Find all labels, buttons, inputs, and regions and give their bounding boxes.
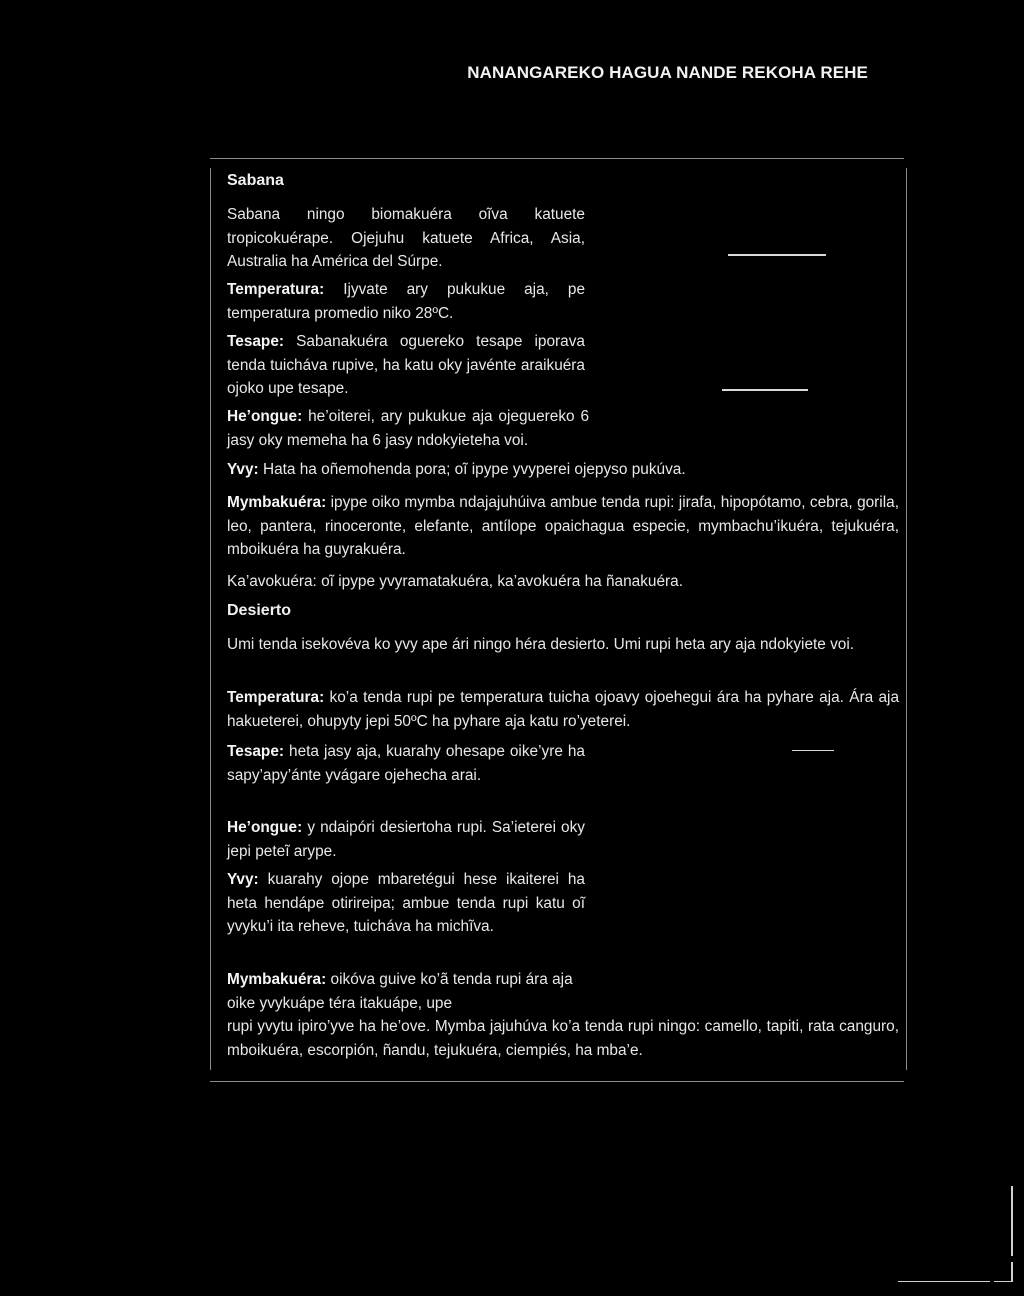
desierto-tesape-text: heta jasy aja, kuarahy ohesape oike’yre ha sapy’apy’ánte yvágare ojehecha arai.	[227, 743, 585, 784]
desierto-tesape	[227, 740, 585, 787]
desierto-temperatura-text: ko’a tenda rupi pe temperatura tuicha ojoavy ojoehegui ára ha pyhare aja. Ára aja hakueterei, ohupyty jepi 50ºC ha pyhare aja katu ro’yeterei.	[227, 689, 900, 730]
desierto-temperatura-label: Temperatura:	[227, 689, 325, 706]
sabana-tesape	[227, 330, 585, 401]
sabana-mymbakuera-text: ipype oiko mymba ndajajuhúiva ambue tenda rupi: jirafa, hipopótamo, cebra, gorila, leo, pantera, rinoceronte, elefante, antílope opaichagua especie, mymbachu’ikuéra, tejukuéra, mboikuéra ha guyrakuéra.	[227, 494, 899, 558]
sabana-heongue	[227, 405, 589, 452]
sabana-yvy-text: Hata ha oñemohenda pora; oĩ ipype yvyperei ojepyso pukúva.	[262, 461, 686, 478]
crop-mark-vertical-1	[1011, 1186, 1013, 1256]
sabana-temperatura-label: Temperatura:	[227, 281, 325, 298]
sabana-yvy-label: Yvy:	[227, 461, 259, 478]
desierto-intro: Umi tenda isekovéva ko yvy ape ári ningo héra desierto. Umi rupi heta ary aja ndokyiete voi.	[227, 636, 855, 653]
desierto-tesape-label: Tesape:	[227, 743, 285, 760]
sabana-yvy	[227, 458, 899, 482]
desierto-heongue-text: y ndaipóri desiertoha rupi. Sa’ieterei oky jepi peteĩ arype.	[227, 819, 585, 860]
figure-mark-1	[728, 254, 826, 256]
box-left-border	[210, 168, 211, 1070]
section-title-sabana: Sabana	[227, 172, 284, 189]
sabana-tesape-text: Sabanakuéra oguereko tesape iporava tenda tuicháva rupive, ha katu oky javénte araikuéra ojoko upe tesape.	[227, 333, 585, 397]
crop-mark-horizontal-1	[898, 1281, 990, 1282]
desierto-mymbakuera-text-a: oikóva guive ko’ã tenda rupi ára aja oike yvykuápe téra itakuápe, upe	[227, 971, 573, 1012]
sabana-mymbakuera	[227, 491, 899, 562]
figure-mark-2	[722, 389, 808, 391]
desierto-temperatura	[227, 686, 899, 733]
sabana-intro: Sabana ningo biomakuéra oĩva katuete tropicokuérape. Ojejuhu katuete Africa, Asia, Australia ha América del Súrpe.	[227, 206, 585, 270]
box-right-border	[906, 168, 907, 1070]
sabana-temperatura	[227, 278, 585, 325]
desierto-mymbakuera-label: Mymbakuéra:	[227, 971, 327, 988]
section-title-desierto: Desierto	[227, 602, 292, 619]
crop-mark-horizontal-2	[994, 1281, 1013, 1282]
desierto-heongue-label: He’ongue:	[227, 819, 303, 836]
desierto-yvy-label: Yvy:	[227, 871, 259, 888]
crop-mark-vertical-2	[1011, 1262, 1013, 1282]
sabana-kaavokuera: Ka’avokuéra: oĩ ipype yvyramatakuéra, ka’avokuéra ha ñanakuéra.	[227, 573, 684, 590]
sabana-temperatura-text: Ijyvate ary pukukue aja, pe temperatura promedio niko 28ºC.	[227, 281, 585, 322]
desierto-mymbakuera-a	[227, 968, 585, 1015]
running-header: NANANGAREKO HAGUA NANDE REKOHA REHE	[467, 63, 868, 82]
sabana-mymbakuera-label: Mymbakuéra:	[227, 494, 327, 511]
sabana-heongue-text: he’oiterei, ary pukukue aja ojeguereko 6 jasy oky memeha ha 6 jasy ndokyieteha voi.	[227, 408, 590, 449]
figure-mark-3	[792, 750, 834, 751]
desierto-yvy-text: kuarahy ojope mbaretégui hese ikaiterei ha heta hendápe otirireipa; ambue tenda rupi katu oĩ yvyku’i ita reheve, tuicháva ha michĩva.	[227, 871, 585, 935]
desierto-yvy	[227, 868, 585, 939]
desierto-heongue	[227, 816, 585, 863]
sabana-heongue-label: He’ongue:	[227, 408, 303, 425]
desierto-mymbakuera-b: rupi yvytu ipiro’yve ha he’ove. Mymba jajuhúva ko’a tenda rupi ningo: camello, tapiti, rata canguro, mboikuéra, escorpión, ñandu, tejukuéra, ciempiés, ha mba’e.	[227, 1018, 899, 1059]
sabana-tesape-label: Tesape:	[227, 333, 285, 350]
